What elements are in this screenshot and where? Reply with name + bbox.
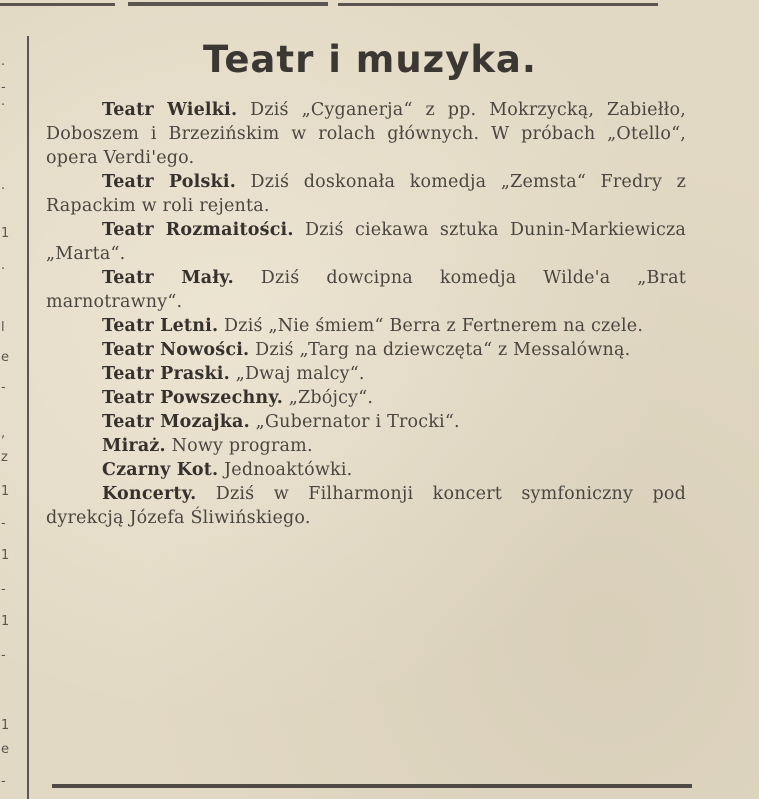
entry-text: „Dwaj malcy“. (235, 364, 365, 384)
entry-teatr-letni (46, 314, 686, 338)
entry-name: Teatr Praski. (102, 364, 230, 384)
entry-text: Dziś ciekawa sztuka Dunin-Markiewicza „Marta“. (46, 220, 687, 264)
margin-fragment: , (1, 426, 6, 441)
margin-fragment: - (1, 516, 6, 531)
margin-fragment: 1 (1, 548, 10, 563)
entry-koncerty (46, 482, 686, 530)
entry-teatr-mozajka (46, 410, 686, 434)
margin-fragment: - (1, 80, 6, 95)
margin-fragment: 1 (1, 484, 10, 499)
entry-text: „Gubernator i Trocki“. (255, 412, 460, 432)
entry-teatr-rozmaitosci (46, 218, 686, 266)
margin-fragment: e (1, 350, 9, 365)
entry-text: „Zbójcy“. (288, 388, 374, 408)
margin-fragment: . (1, 54, 6, 69)
entry-name: Teatr Nowości. (102, 340, 250, 360)
margin-fragment: 1 (1, 718, 10, 733)
margin-fragment: - (1, 380, 6, 395)
entry-miraz (46, 434, 686, 458)
entry-text: Dziś „Targ na dziewczęta“ z Messalówną. (255, 340, 631, 360)
article (46, 30, 686, 530)
bottom-rule (52, 784, 692, 788)
entry-name: Teatr Powszechny. (102, 388, 283, 408)
entry-text: Dziś „Nie śmiem“ Berra z Fertnerem na czele. (224, 316, 644, 336)
entry-name: Teatr Mały. (102, 268, 234, 288)
margin-fragment: - (1, 582, 6, 597)
entry-teatr-maly (46, 266, 686, 314)
entry-list (46, 98, 686, 530)
entry-name: Teatr Wielki. (102, 100, 238, 120)
entry-teatr-wielki (46, 98, 686, 170)
entry-text: Nowy program. (171, 436, 313, 456)
entry-name: Teatr Letni. (102, 316, 219, 336)
entry-name: Teatr Rozmaitości. (102, 220, 294, 240)
entry-text: Dziś „Cyganerja“ z pp. Mokrzycką, Zabiełło, Doboszem i Brzezińskim w rolach głównych. W próbach „Otello“, opera Verdi'ego. (46, 100, 686, 168)
margin-fragment: . (1, 178, 6, 193)
entry-teatr-powszechny (46, 386, 686, 410)
top-rule (0, 0, 759, 10)
entry-text: Dziś dowcipna komedja Wilde'a „Brat marnotrawny“. (46, 268, 686, 312)
entry-name: Teatr Polski. (102, 172, 236, 192)
entry-czarny-kot (46, 458, 686, 482)
margin-fragment: . (1, 258, 6, 273)
entry-text: Dziś w Filharmonji koncert symfoniczny pod dyrekcją Józefa Śliwińskiego. (46, 484, 686, 528)
entry-name: Miraż. (102, 436, 166, 456)
entry-teatr-nowosci (46, 338, 686, 362)
adjacent-column-fragments (0, 30, 14, 799)
entry-teatr-polski (46, 170, 686, 218)
column-rule (27, 36, 29, 799)
margin-fragment: 1 (1, 614, 10, 629)
entry-name: Czarny Kot. (102, 460, 219, 480)
entry-text: Jednoaktówki. (224, 460, 353, 480)
margin-fragment: l (1, 320, 5, 335)
margin-fragment: - (1, 648, 6, 663)
entry-teatr-praski (46, 362, 686, 386)
entry-name: Koncerty. (102, 484, 197, 504)
margin-fragment: - (1, 774, 6, 789)
margin-fragment: . (1, 94, 6, 109)
entry-name: Teatr Mozajka. (102, 412, 250, 432)
margin-fragment: e (1, 742, 9, 757)
margin-fragment: 1 (1, 226, 10, 241)
entry-text: Dziś doskonała komedja „Zemsta“ Fredry z Rapackim w roli rejenta. (46, 172, 687, 216)
headline: Teatr i muzyka. (203, 38, 537, 81)
margin-fragment: z (1, 450, 8, 465)
